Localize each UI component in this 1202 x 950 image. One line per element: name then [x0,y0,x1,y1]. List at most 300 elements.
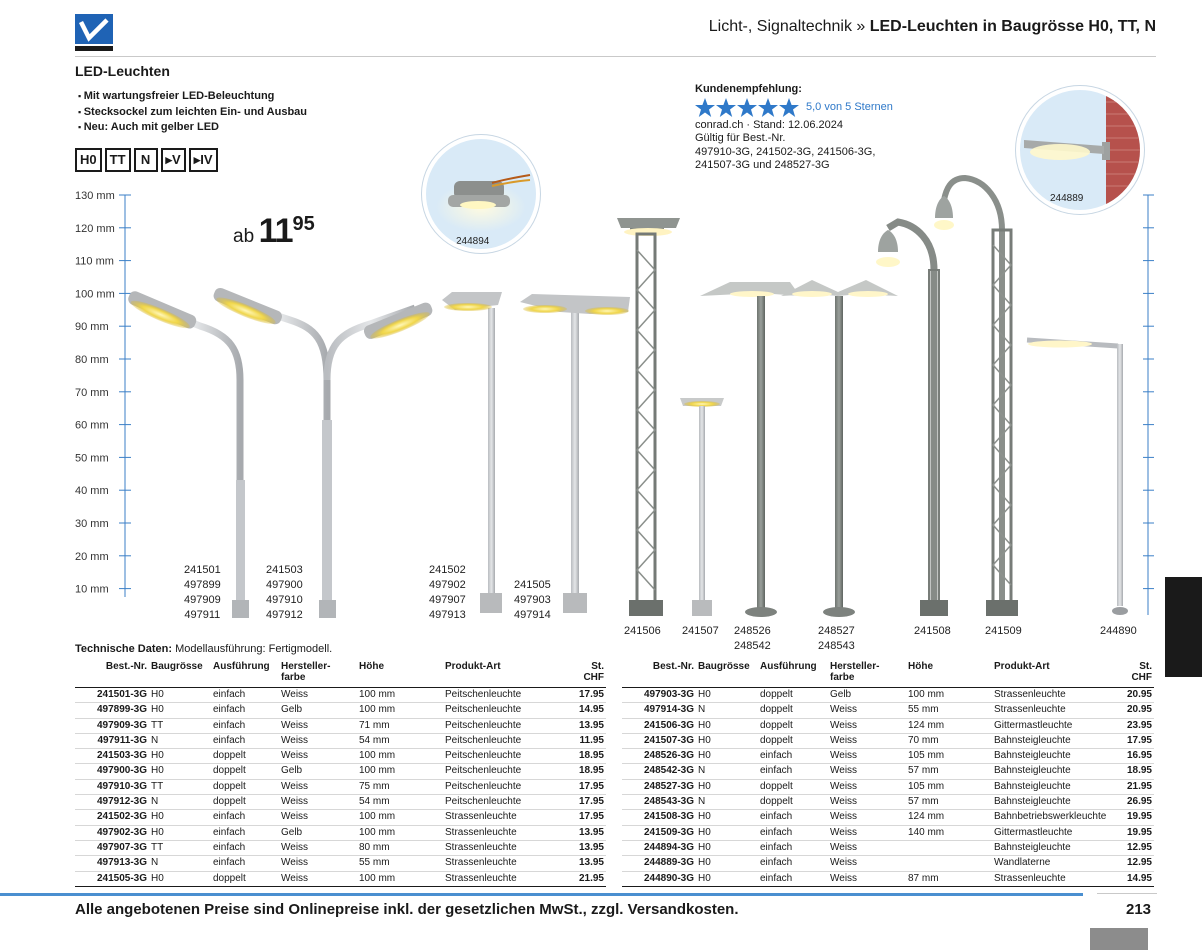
cell-type: Bahnsteigleuchte [992,733,1122,748]
cell-type: Peitschenleuchte [443,688,567,703]
product-number: 241503 [266,564,303,576]
cell-variant: einfach [758,764,828,779]
cell-color: Weiss [828,779,906,794]
cell-price: 12.95 [1122,856,1154,871]
cell-variant: doppelt [758,718,828,733]
cell-color: Weiss [828,703,906,718]
cell-color: Weiss [279,840,357,855]
scale-tick-label: 10 mm [75,583,109,596]
lamp-241506 [617,218,680,616]
price-prefix: ab [233,226,255,247]
cell-type: Strassenleuchte [992,688,1122,703]
cell-variant: doppelt [758,795,828,810]
cell-color: Weiss [828,825,906,840]
cell-height: 100 mm [357,703,443,718]
cell-type: Peitschenleuchte [443,749,567,764]
table-row [75,810,606,825]
table-row [622,703,1154,718]
rating-text: 5,0 von 5 Sternen [806,100,893,113]
cell-color: Weiss [279,718,357,733]
cell-height: 71 mm [357,718,443,733]
scale-tick-label: 100 mm [75,288,115,301]
cell-variant: doppelt [758,733,828,748]
cell-nr[interactable]: 497907-3G [75,840,149,855]
cell-type: Bahnsteigleuchte [992,840,1122,855]
cell-scale: H0 [149,688,211,703]
cell-type: Bahnsteigleuchte [992,749,1122,764]
cell-nr[interactable]: 244889-3G [622,856,696,871]
cell-color: Gelb [279,703,357,718]
cell-scale: TT [149,718,211,733]
cell-nr[interactable]: 241507-3G [622,733,696,748]
cell-color: Weiss [279,810,357,825]
cell-price: 14.95 [1122,871,1154,886]
cell-type: Wandlaterne [992,856,1122,871]
cell-nr[interactable]: 497903-3G [622,688,696,703]
cell-type: Peitschenleuchte [443,795,567,810]
cell-price: 17.95 [567,795,606,810]
scale-tick-label: 50 mm [75,452,109,465]
cell-price: 17.95 [567,688,606,703]
scale-tick-label: 30 mm [75,518,109,530]
cell-variant: doppelt [758,779,828,794]
cell-nr[interactable]: 248542-3G [622,764,696,779]
cell-color: Weiss [279,688,357,703]
cell-nr[interactable]: 497909-3G [75,718,149,733]
table-row [75,733,606,748]
cell-type: Strassenleuchte [443,825,567,840]
cell-type: Strassenleuchte [443,810,567,825]
scale-tick-label: 70 mm [75,386,109,399]
cell-nr[interactable]: 241508-3G [622,810,696,825]
cell-color: Weiss [828,810,906,825]
cell-price: 26.95 [1122,795,1154,810]
lamp-244890 [1027,340,1128,615]
product-number: 241509 [985,625,1022,637]
product-label-group [734,624,771,654]
cell-nr[interactable]: 497899-3G [75,703,149,718]
cell-scale: N [696,795,758,810]
table-row [622,871,1154,886]
cell-height: 55 mm [357,856,443,871]
cell-variant: einfach [211,718,279,733]
cell-price: 19.95 [1122,825,1154,840]
product-number: 248526 [734,625,771,637]
product-number: 497911 [184,609,221,621]
cell-color: Weiss [828,749,906,764]
cell-variant: doppelt [211,795,279,810]
table-row [75,795,606,810]
cell-variant: einfach [758,810,828,825]
table-row [622,733,1154,748]
cell-nr[interactable]: 497914-3G [622,703,696,718]
cell-scale: H0 [696,856,758,871]
cell-height [906,840,992,855]
page-number: 213 [1126,901,1152,918]
table-row [75,840,606,855]
cell-nr[interactable]: 241502-3G [75,810,149,825]
table-row [622,795,1154,810]
cell-color: Weiss [828,764,906,779]
cell-color: Weiss [828,856,906,871]
table-row [622,749,1154,764]
cell-variant: doppelt [211,779,279,794]
cell-scale: H0 [149,749,211,764]
cell-color: Weiss [279,749,357,764]
cell-nr[interactable]: 241509-3G [622,825,696,840]
product-number: 244890 [1100,625,1137,637]
product-number: 241502 [429,564,466,576]
cell-height: 100 mm [357,688,443,703]
cell-height: 80 mm [357,840,443,855]
cell-type: Bahnsteigleuchte [992,795,1122,810]
cell-nr[interactable]: 241501-3G [75,688,149,703]
product-table-right [622,661,1154,887]
cell-nr[interactable]: 241505-3G [75,871,149,886]
table-row [622,840,1154,855]
recommendation-heading: Kundenempfehlung: [695,83,802,95]
footer-divider [0,893,1083,896]
cell-scale: H0 [149,764,211,779]
cell-price: 14.95 [567,703,606,718]
cell-scale: N [696,703,758,718]
product-label-group [184,563,221,623]
scale-tick-label: 120 mm [75,222,115,235]
cell-type: Peitschenleuchte [443,718,567,733]
cell-price: 17.95 [567,810,606,825]
cell-variant: doppelt [211,749,279,764]
cell-price: 21.95 [567,871,606,886]
cell-scale: H0 [149,871,211,886]
cell-price: 20.95 [1122,688,1154,703]
col-nr: Best.-Nr. [622,661,696,688]
col-variant: Ausführung [211,661,279,688]
breadcrumb-current: LED-Leuchten in Baugrösse H0, TT, N [869,18,1156,35]
detail-label: 244889 [1050,193,1084,204]
cell-price: 13.95 [567,718,606,733]
cell-height: 57 mm [906,764,992,779]
cell-scale: H0 [696,733,758,748]
lamp-248527 [781,280,898,617]
scale-tick-label: 130 mm [75,190,115,202]
product-number: 241506 [624,625,661,637]
scale-badge-h0: H0 [75,148,102,172]
cell-price: 18.95 [567,749,606,764]
cell-price: 18.95 [1122,764,1154,779]
product-number: 497903 [514,594,551,606]
footer-divider [1097,893,1157,894]
cell-height: 140 mm [906,825,992,840]
cell-variant: einfach [211,825,279,840]
cell-nr[interactable]: 497911-3G [75,733,149,748]
product-number: 248542 [734,640,771,652]
col-color: Hersteller- farbe [279,661,357,688]
cell-color: Weiss [828,718,906,733]
scale-tick-label: 40 mm [75,485,109,498]
cell-scale: N [696,764,758,779]
price-note: Alle angebotenen Preise sind Onlinepreise inkl. der gesetzlichen MwSt., zzgl. Versandkosten. [75,901,739,918]
col-type: Produkt-Art [443,661,567,688]
scale-badge-n: N [134,148,158,172]
col-height: Höhe [906,661,992,688]
cell-scale: H0 [696,810,758,825]
cell-price: 17.95 [1122,733,1154,748]
rating-source: conrad.ch · Stand: 12.06.2024 [695,118,843,131]
scale-tick-label: 110 mm [75,255,114,268]
cell-height [906,856,992,871]
cell-variant: einfach [211,688,279,703]
product-number: 248543 [818,640,855,652]
cell-color: Weiss [279,871,357,886]
cell-height: 100 mm [357,764,443,779]
cell-scale: TT [149,779,211,794]
cell-price: 21.95 [1122,779,1154,794]
cell-height: 100 mm [357,871,443,886]
price-integer: 11 [258,212,293,250]
technical-data-text: Modellausführung: Fertigmodell. [175,643,333,655]
cell-scale: H0 [696,840,758,855]
cell-height: 87 mm [906,871,992,886]
table-row [622,856,1154,871]
cell-type: Strassenleuchte [992,871,1122,886]
cell-color: Weiss [279,779,357,794]
cell-color: Weiss [279,856,357,871]
cell-scale: H0 [149,703,211,718]
lamp-248526 [700,282,800,617]
table-row [75,688,606,703]
col-price: St. CHF [567,661,606,688]
cell-height: 54 mm [357,795,443,810]
product-number: 241501 [184,564,221,576]
cell-height: 124 mm [906,718,992,733]
cell-nr[interactable]: 497900-3G [75,764,149,779]
cell-type: Strassenleuchte [443,840,567,855]
cell-scale: H0 [696,825,758,840]
scale-tick-label: 60 mm [75,419,109,432]
cell-variant: doppelt [758,688,828,703]
cell-height: 75 mm [357,779,443,794]
cell-type: Strassenleuchte [992,703,1122,718]
cell-nr[interactable]: 244894-3G [622,840,696,855]
cell-color: Weiss [828,795,906,810]
cell-color: Weiss [828,733,906,748]
product-number: 497909 [184,594,221,606]
table-row [75,749,606,764]
cell-variant: einfach [211,703,279,718]
cell-variant: einfach [758,856,828,871]
cell-type: Strassenleuchte [443,871,567,886]
product-label-group [818,624,855,654]
product-number: 497914 [514,609,551,621]
cell-type: Peitschenleuchte [443,764,567,779]
detail-label: 244894 [456,236,490,247]
product-number: 497910 [266,594,303,606]
col-color: Hersteller- farbe [828,661,906,688]
table-row [75,703,606,718]
cell-nr[interactable]: 248543-3G [622,795,696,810]
cell-price: 19.95 [1122,810,1154,825]
lamp-241505 [520,294,630,613]
product-number: 248527 [818,625,855,637]
product-label-group [429,563,466,623]
cell-type: Bahnsteigleuchte [992,779,1122,794]
cell-height: 105 mm [906,749,992,764]
cell-scale: H0 [149,810,211,825]
table-row [75,718,606,733]
scale-badge-tt: TT [105,148,131,172]
cell-height: 100 mm [357,825,443,840]
cell-height: 57 mm [906,795,992,810]
epoch-badge-iv: ▸IV [189,148,218,172]
cell-scale: N [149,733,211,748]
cell-scale: H0 [149,825,211,840]
cell-height: 55 mm [906,703,992,718]
cell-nr[interactable]: 241503-3G [75,749,149,764]
cell-type: Strassenleuchte [443,856,567,871]
col-variant: Ausführung [758,661,828,688]
cell-price: 20.95 [1122,703,1154,718]
cell-height: 100 mm [906,688,992,703]
section-title: LED-Leuchten [75,63,170,79]
cell-scale: H0 [696,688,758,703]
cell-type: Peitschenleuchte [443,779,567,794]
feature-item: ▪ Stecksockel zum leichten Ein- und Ausbau [78,105,307,121]
cell-color: Weiss [828,871,906,886]
cell-color: Weiss [828,840,906,855]
cell-color: Gelb [279,764,357,779]
cell-price: 18.95 [567,764,606,779]
cell-scale: TT [149,840,211,855]
cell-variant: einfach [211,810,279,825]
col-height: Höhe [357,661,443,688]
lamp-241508 [876,222,948,616]
cell-color: Weiss [279,733,357,748]
cell-nr[interactable]: 241506-3G [622,718,696,733]
table-row [75,825,606,840]
table-row [75,779,606,794]
cell-height: 100 mm [357,810,443,825]
cell-color: Gelb [279,825,357,840]
cell-scale: N [149,856,211,871]
cell-nr[interactable]: 497902-3G [75,825,149,840]
cell-variant: doppelt [211,871,279,886]
table-row [622,688,1154,703]
valid-for-line: 497910-3G, 241502-3G, 241506-3G, [695,145,876,158]
cell-nr[interactable]: 497913-3G [75,856,149,871]
cell-type: Bahnsteigleuchte [992,764,1122,779]
cell-price: 13.95 [567,856,606,871]
valid-for-label: Gültig für Best.-Nr. [695,132,786,144]
cell-price: 23.95 [1122,718,1154,733]
cell-type: Gittermastleuchte [992,718,1122,733]
cell-nr[interactable]: 497912-3G [75,795,149,810]
product-number: 241505 [514,579,551,591]
cell-color: Weiss [279,795,357,810]
cell-height: 54 mm [357,733,443,748]
cell-height: 105 mm [906,779,992,794]
cell-nr[interactable]: 248527-3G [622,779,696,794]
cell-price: 17.95 [567,779,606,794]
cell-scale: N [149,795,211,810]
cell-variant: doppelt [211,764,279,779]
cell-price: 13.95 [567,840,606,855]
technical-data [75,643,332,655]
table-row [75,871,606,886]
product-table-left [75,661,606,887]
cell-height: 124 mm [906,810,992,825]
product-number: 497899 [184,579,221,591]
lamp-241507 [680,398,724,616]
table-row [622,718,1154,733]
cell-nr[interactable]: 248526-3G [622,749,696,764]
scale-tick-label: 90 mm [75,321,109,334]
product-label-group [266,563,303,623]
table-row [622,810,1154,825]
cell-nr[interactable]: 244890-3G [622,871,696,886]
feature-item: ▪ Mit wartungsfreier LED-Beleuchtung [78,89,307,105]
cell-type: Peitschenleuchte [443,733,567,748]
cell-type: Gittermastleuchte [992,825,1122,840]
cell-height: 70 mm [906,733,992,748]
cell-variant: einfach [211,856,279,871]
product-number: 497900 [266,579,303,591]
cell-variant: einfach [758,871,828,886]
cell-scale: H0 [696,718,758,733]
cell-variant: einfach [211,840,279,855]
table-header-row [75,661,606,688]
feature-item: ▪ Neu: Auch mit gelber LED [78,120,307,136]
valid-for-line: 241507-3G und 248527-3G [695,159,830,171]
scale-tick-label: 80 mm [75,354,109,366]
price-decimal: 95 [292,213,315,235]
cell-color: Gelb [828,688,906,703]
cell-scale: H0 [696,749,758,764]
col-scale: Baugrösse [149,661,211,688]
breadcrumb-parent[interactable]: Licht-, Signaltechnik » [708,18,866,35]
cell-price: 12.95 [1122,840,1154,855]
product-number: 497907 [429,594,466,606]
col-scale: Baugrösse [696,661,758,688]
cell-height: 100 mm [357,749,443,764]
corner-marker [1090,928,1148,950]
product-number: 497912 [266,609,303,621]
cell-variant: einfach [211,733,279,748]
cell-price: 11.95 [567,733,606,748]
table-row [622,825,1154,840]
cell-price: 16.95 [1122,749,1154,764]
table-header-row [622,661,1154,688]
table-row [622,779,1154,794]
table-row [75,764,606,779]
table-row [622,764,1154,779]
cell-nr[interactable]: 497910-3G [75,779,149,794]
cell-type: Bahnbetriebswerkleuchte [992,810,1122,825]
chapter-tab [1165,577,1202,677]
scale-tick-label: 20 mm [75,550,109,563]
col-type: Produkt-Art [992,661,1122,688]
epoch-badge-v: ▸V [161,148,186,172]
cell-scale: H0 [696,871,758,886]
product-number: 497902 [429,579,466,591]
product-number: 497913 [429,609,466,621]
cell-variant: einfach [758,825,828,840]
table-row [75,856,606,871]
lamp-241509 [934,178,1018,616]
col-nr: Best.-Nr. [75,661,149,688]
cell-price: 13.95 [567,825,606,840]
technical-data-label: Technische Daten: [75,643,172,655]
product-number: 241508 [914,625,951,637]
